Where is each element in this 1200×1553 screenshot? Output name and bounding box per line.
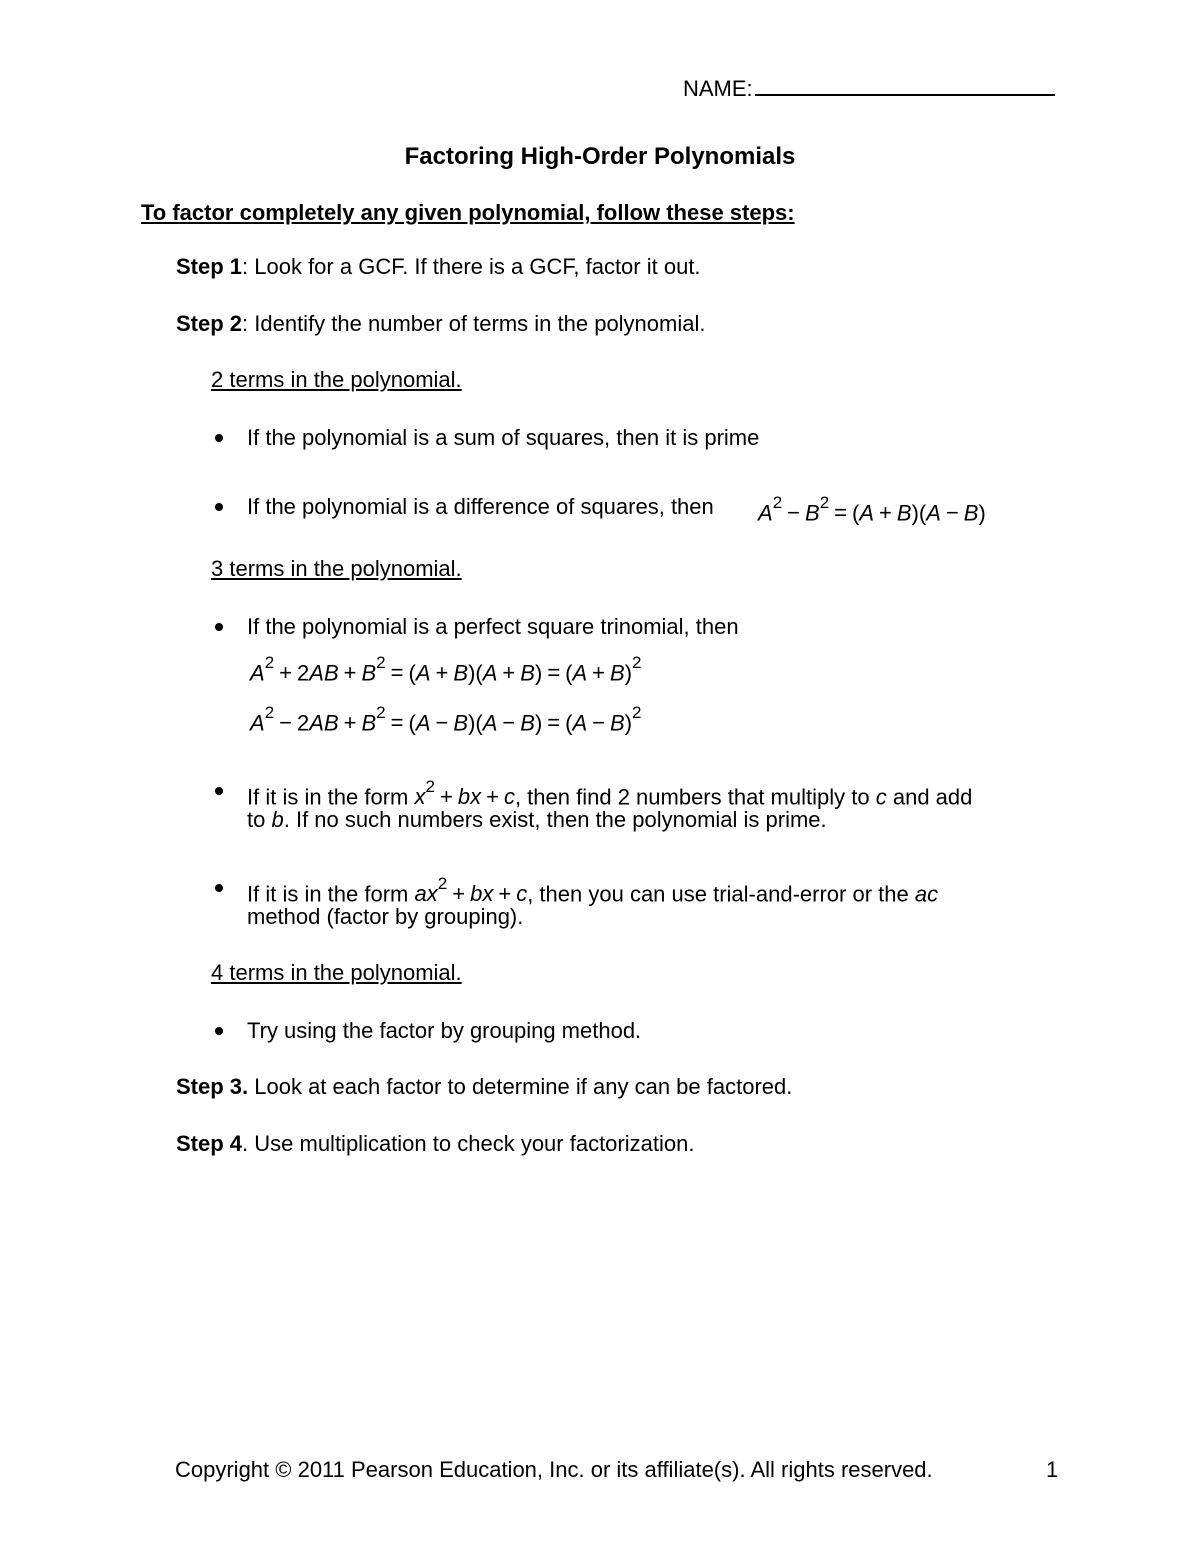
four-terms-bullet-1: Try using the factor by grouping method. (247, 1018, 642, 1043)
bullet-icon (215, 787, 223, 795)
bullet-3-suffix: , then you can use trial-and-error or the (527, 881, 909, 907)
name-blank-line (755, 74, 1055, 96)
name-label: NAME: (683, 76, 753, 101)
three-terms-bullet-3-line-2: method (factor by grouping). (247, 904, 524, 929)
three-terms-bullet-3-line-1 (247, 875, 938, 907)
variable-b: b (271, 807, 284, 832)
bullet-2-and-add: and add (892, 784, 973, 810)
monic-quadratic-formula: $x^2$ + bx + c (414, 777, 515, 810)
step-4 (176, 1131, 694, 1157)
bullet-2-suffix: , then find 2 numbers that multiply to (514, 784, 870, 810)
step-4-label: Step 4 (176, 1131, 243, 1156)
bullet-icon (215, 434, 223, 442)
step-1-label: Step 1 (176, 254, 243, 279)
bullet-icon (215, 884, 223, 892)
step-3 (176, 1074, 792, 1100)
page-title: Factoring High-Order Polynomials (404, 143, 796, 170)
three-terms-bullet-2-line-2 (247, 807, 827, 833)
three-terms-heading: 3 terms in the polynomial. (211, 556, 462, 581)
bullet-2-line-2-rest: . If no such numbers exist, then the polynomial is prime. (283, 807, 827, 832)
page-number: 1 (1046, 1457, 1059, 1482)
copyright-notice: Copyright © 2011 Pearson Education, Inc. or its affiliate(s). All rights reserved. (175, 1457, 933, 1482)
step-2-text: : Identify the number of terms in the polynomial. (242, 311, 706, 336)
variable-c: c (875, 784, 887, 810)
perfect-square-minus-formula: $A^2 - 2AB + B^2 = (A - B)(A - B) = (A - B)^2$ (250, 703, 642, 736)
intro-heading: To factor completely any given polynomial, follow these steps: (141, 200, 795, 225)
step-1-text: : Look for a GCF. If there is a GCF, factor it out. (242, 254, 701, 279)
ac-method-label: ac (914, 881, 939, 907)
bullet-2-prefix: If it is in the form (247, 784, 409, 810)
difference-of-squares-formula: $A^2 - B^2 = (A + B)(A - B)$ (758, 493, 986, 526)
name-field (683, 74, 1055, 102)
step-1 (176, 254, 701, 280)
two-terms-heading: 2 terms in the polynomial. (211, 367, 462, 392)
step-4-text: . Use multiplication to check your factorization. (242, 1131, 695, 1156)
three-terms-bullet-1: If the polynomial is a perfect square trinomial, then (247, 614, 739, 639)
general-quadratic-formula: $ax^2$ + bx + c (414, 874, 528, 907)
step-2-label: Step 2 (176, 311, 243, 336)
bullet-icon (215, 503, 223, 511)
bullet-3-prefix: If it is in the form (247, 881, 409, 907)
two-terms-bullet-2: If the polynomial is a difference of squares, then (247, 494, 714, 519)
step-3-label: Step 3. (176, 1074, 249, 1099)
bullet-icon (215, 623, 223, 631)
step-3-text: Look at each factor to determine if any can be factored. (248, 1074, 793, 1099)
bullet-icon (215, 1027, 223, 1035)
four-terms-heading: 4 terms in the polynomial. (211, 960, 462, 985)
bullet-2-to: to (247, 807, 266, 832)
two-terms-bullet-1: If the polynomial is a sum of squares, then it is prime (247, 425, 760, 450)
perfect-square-plus-formula: $A^2 + 2AB + B^2 = (A + B)(A + B) = (A + B)^2$ (250, 653, 642, 686)
three-terms-bullet-2-line-1 (247, 778, 972, 810)
step-2 (176, 311, 705, 337)
